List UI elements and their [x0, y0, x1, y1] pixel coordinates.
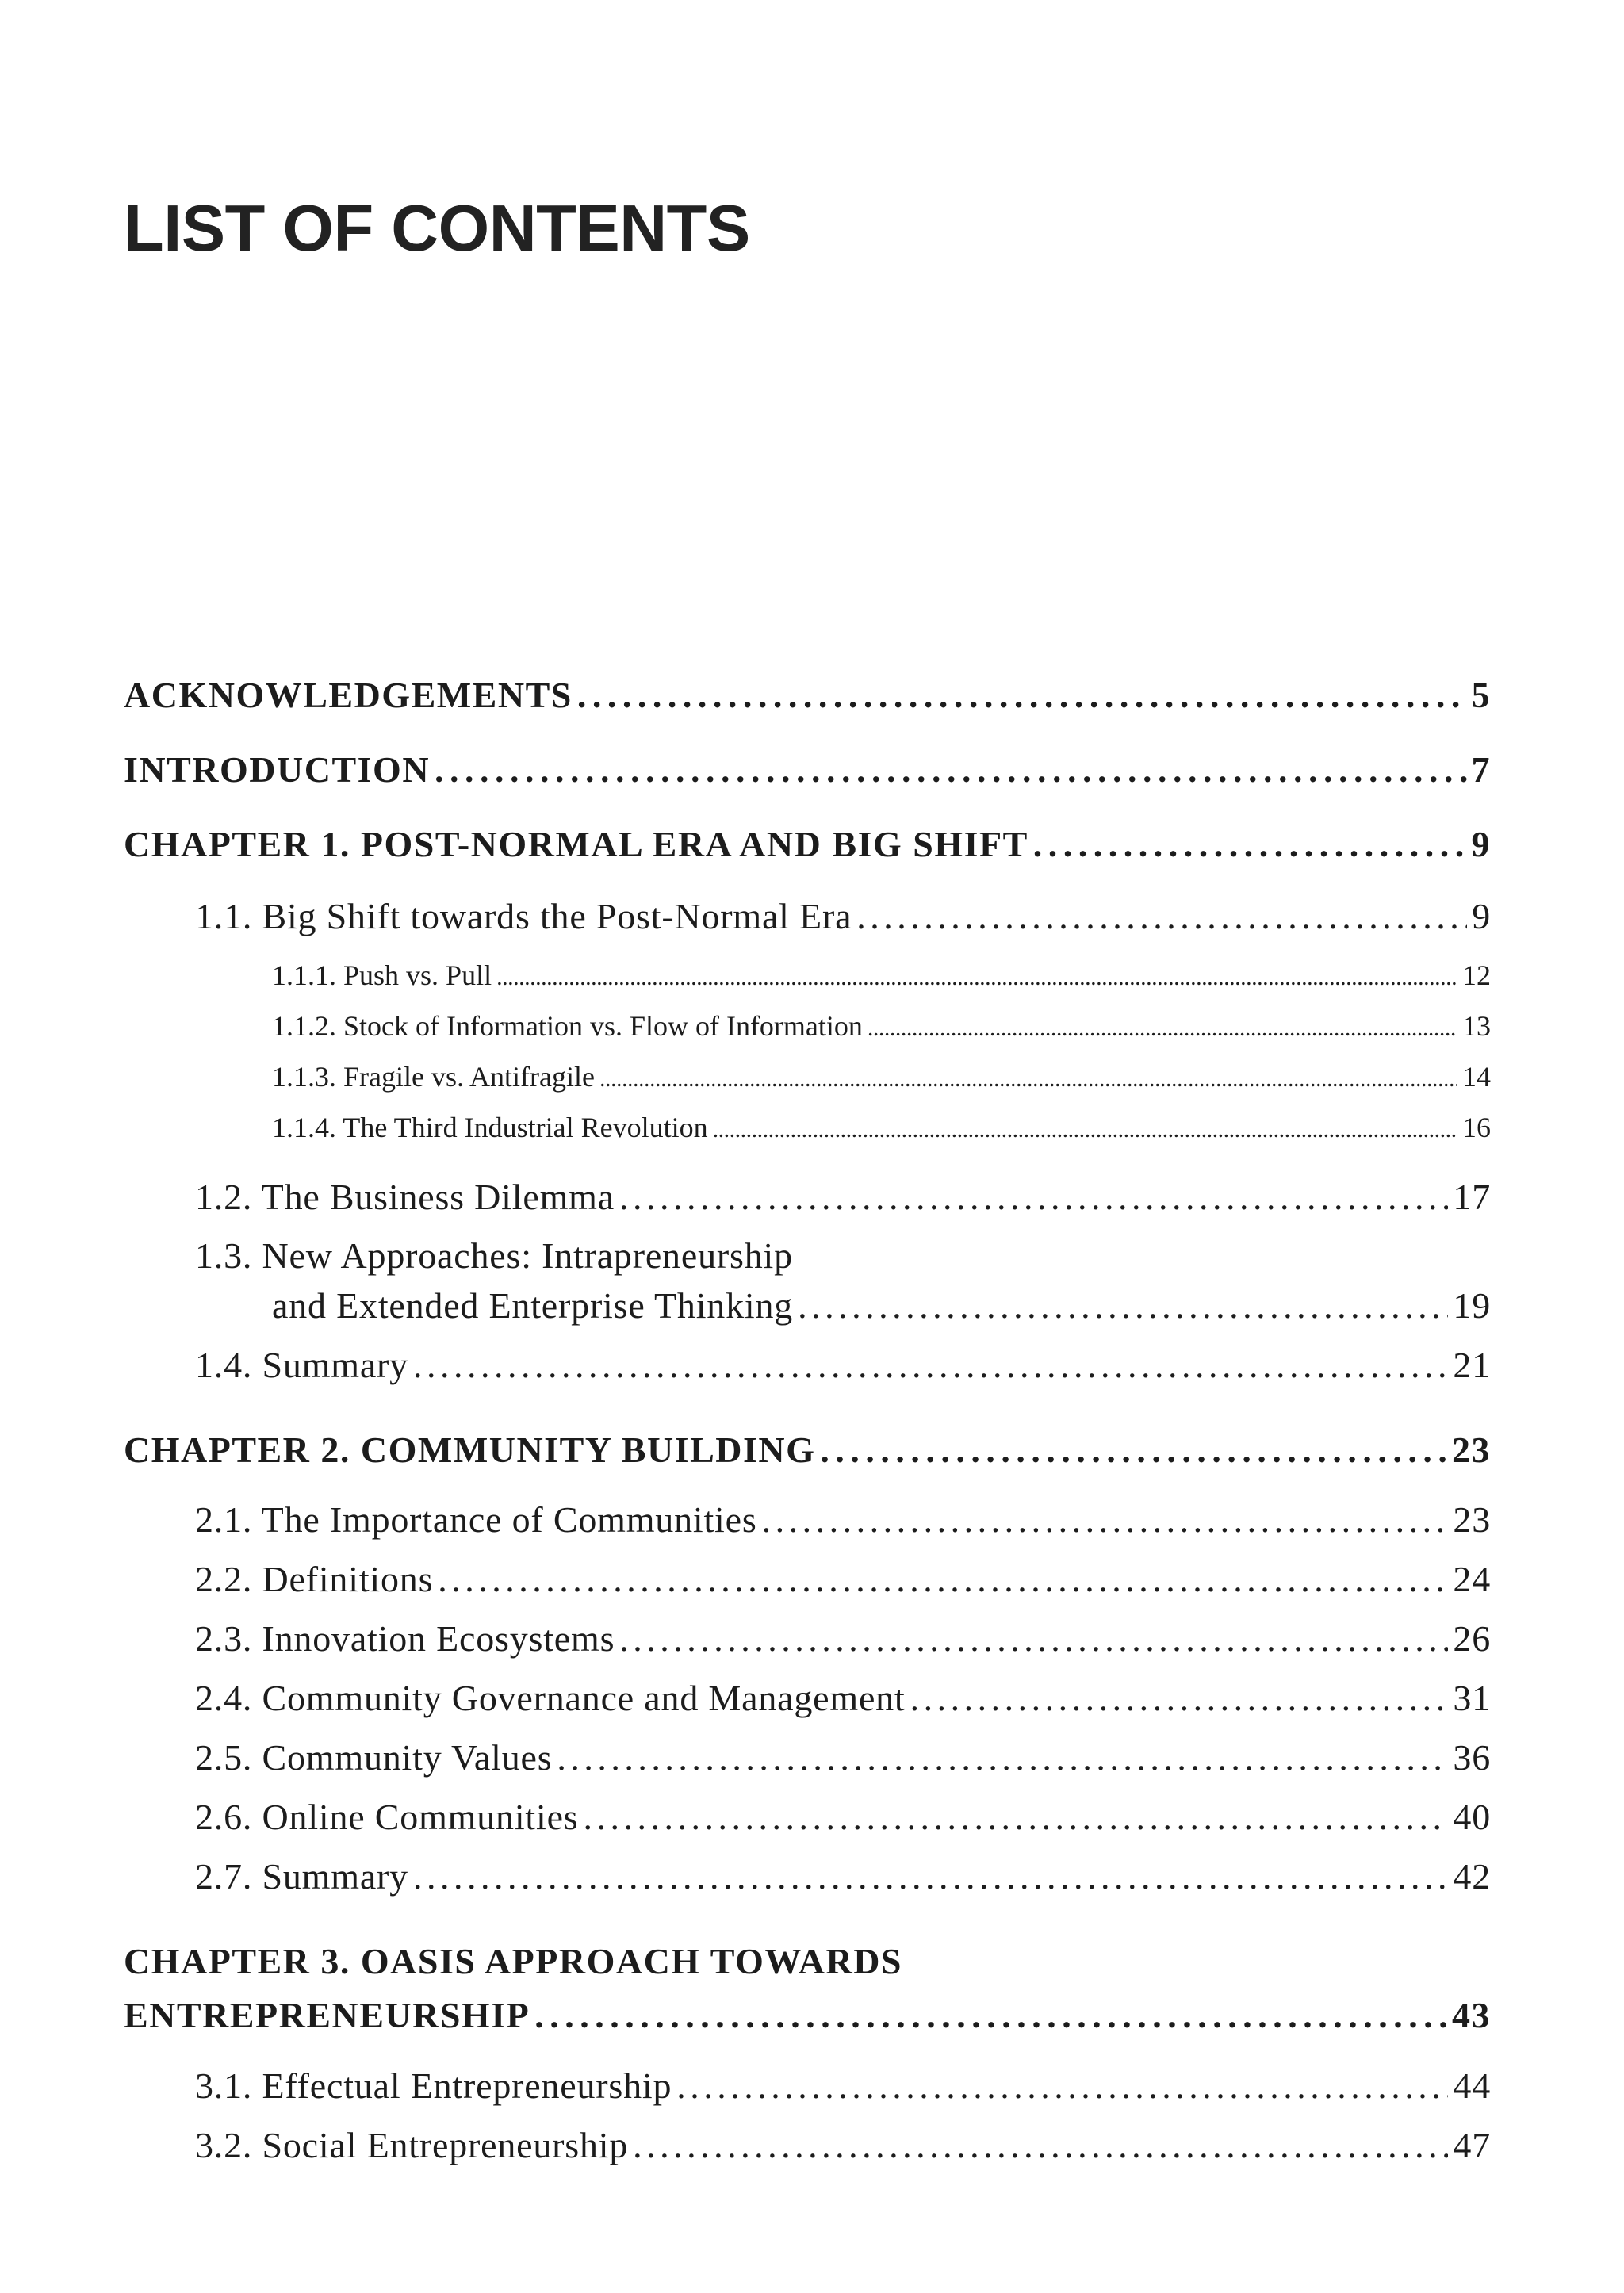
- dot-leader: [619, 1617, 1448, 1659]
- dot-leader: [577, 674, 1467, 716]
- dot-leader: [438, 1558, 1448, 1600]
- dot-leader: [633, 2124, 1448, 2166]
- toc-entry-label: INTRODUCTION: [124, 749, 431, 790]
- toc-page-number: 5: [1471, 675, 1491, 715]
- toc-entry-label: 1.1.2. Stock of Information vs. Flow of Information: [272, 1010, 863, 1042]
- toc-entry-label: ACKNOWLEDGEMENTS: [124, 675, 573, 715]
- toc-entry-2-6[interactable]: [195, 1796, 1491, 1838]
- dot-leader: [868, 1009, 1457, 1043]
- toc-entry-label: 1.1.4. The Third Industrial Revolution: [272, 1112, 708, 1143]
- toc-page-number: 26: [1453, 1618, 1491, 1659]
- toc-entry-acknowledgements[interactable]: [124, 674, 1491, 716]
- dot-leader: [713, 1111, 1457, 1144]
- toc-page-number: 21: [1453, 1345, 1491, 1385]
- toc-entry-label: 2.6. Online Communities: [195, 1797, 579, 1837]
- dot-leader: [856, 895, 1467, 937]
- toc-page-number: 36: [1453, 1737, 1491, 1778]
- toc-entry-label: 3.2. Social Entrepreneurship: [195, 2125, 629, 2165]
- toc-page-number: 40: [1453, 1797, 1491, 1837]
- toc-entry-1-4[interactable]: [195, 1344, 1491, 1386]
- toc-entry-1-1-2[interactable]: [272, 1009, 1491, 1043]
- toc-entry-1-1-4[interactable]: [272, 1111, 1491, 1144]
- toc-entry-1-3-line1[interactable]: 1.3. New Approaches: Intrapreneurship: [195, 1235, 793, 1276]
- toc-page-number: 13: [1462, 1010, 1491, 1042]
- toc-page-number: 16: [1462, 1112, 1491, 1143]
- toc-page-number: 17: [1453, 1177, 1491, 1217]
- toc-entry-chapter-3[interactable]: [124, 1994, 1491, 2036]
- dot-leader: [910, 1677, 1449, 1719]
- toc-entry-label: CHAPTER 2. COMMUNITY BUILDING: [124, 1430, 816, 1470]
- dot-leader: [496, 959, 1457, 992]
- toc-page-number: 12: [1462, 959, 1491, 991]
- toc-entry-1-2[interactable]: [195, 1176, 1491, 1218]
- dot-leader: [762, 1499, 1449, 1541]
- dot-leader: [619, 1176, 1448, 1218]
- toc-page-number: 23: [1453, 1499, 1491, 1540]
- toc-entry-label: 2.3. Innovation Ecosystems: [195, 1618, 615, 1659]
- dot-leader: [584, 1796, 1449, 1838]
- toc-page-number: 44: [1453, 2065, 1491, 2106]
- toc-entry-label: 1.2. The Business Dilemma: [195, 1177, 615, 1217]
- toc-entry-2-4[interactable]: [195, 1677, 1491, 1719]
- toc-entry-label: CHAPTER 1. POST-NORMAL ERA AND BIG SHIFT: [124, 824, 1028, 864]
- dot-leader: [798, 1284, 1448, 1326]
- toc-page-number: 19: [1453, 1285, 1491, 1326]
- toc-entry-chapter-3-line1[interactable]: CHAPTER 3. OASIS APPROACH TOWARDS: [124, 1941, 903, 1981]
- dot-leader: [599, 1060, 1457, 1093]
- toc-entry-label: 1.1. Big Shift towards the Post-Normal Era: [195, 896, 852, 936]
- dot-leader: [413, 1344, 1448, 1386]
- dot-leader: [435, 748, 1466, 790]
- toc-entry-2-5[interactable]: [195, 1736, 1491, 1778]
- toc-entry-label: 2.1. The Importance of Communities: [195, 1499, 757, 1540]
- toc-page-number: 7: [1471, 749, 1491, 790]
- dot-leader: [820, 1429, 1447, 1471]
- toc-entry-label: 1.4. Summary: [195, 1345, 408, 1385]
- toc-entry-label: ENTREPRENEURSHIP: [124, 1995, 530, 2035]
- toc-entry-1-1[interactable]: [195, 895, 1491, 937]
- toc-entry-label: 2.7. Summary: [195, 1856, 408, 1897]
- toc-entry-label: 2.2. Definitions: [195, 1559, 434, 1599]
- dot-leader: [557, 1736, 1448, 1778]
- dot-leader: [534, 1994, 1447, 2036]
- toc-entry-chapter-2[interactable]: [124, 1429, 1491, 1471]
- dot-leader: [1033, 823, 1467, 865]
- toc-entry-2-3[interactable]: [195, 1617, 1491, 1659]
- toc-entry-1-3[interactable]: [272, 1284, 1491, 1326]
- toc-entry-label: 2.5. Community Values: [195, 1737, 553, 1778]
- toc-entry-2-2[interactable]: [195, 1558, 1491, 1600]
- toc-page-number: 31: [1453, 1678, 1491, 1718]
- toc-entry-label: and Extended Enterprise Thinking: [272, 1285, 794, 1326]
- dot-leader: [676, 2065, 1448, 2107]
- toc-entry-3-2[interactable]: [195, 2124, 1491, 2166]
- toc-entry-1-1-1[interactable]: [272, 959, 1491, 992]
- page-title: LIST OF CONTENTS: [124, 191, 750, 265]
- toc-page-number: 47: [1453, 2125, 1491, 2165]
- toc-page-number: 42: [1453, 1856, 1491, 1897]
- toc-page-number: 23: [1452, 1430, 1491, 1470]
- toc-page-number: 9: [1471, 824, 1491, 864]
- toc-page-number: 43: [1452, 1995, 1491, 2035]
- toc-entry-2-1[interactable]: [195, 1499, 1491, 1541]
- toc-page-number: 14: [1462, 1061, 1491, 1093]
- toc-entry-label: 1.1.3. Fragile vs. Antifragile: [272, 1061, 595, 1093]
- toc-entry-3-1[interactable]: [195, 2065, 1491, 2107]
- toc-entry-label: 2.4. Community Governance and Management: [195, 1678, 906, 1718]
- toc-page-number: 24: [1453, 1559, 1491, 1599]
- toc-page-number: 9: [1472, 896, 1491, 936]
- toc-entry-label: 1.1.1. Push vs. Pull: [272, 959, 492, 991]
- toc-entry-label: 3.1. Effectual Entrepreneurship: [195, 2065, 672, 2106]
- toc-entry-2-7[interactable]: [195, 1855, 1491, 1897]
- toc-entry-1-1-3[interactable]: [272, 1060, 1491, 1093]
- dot-leader: [413, 1855, 1448, 1897]
- toc-entry-chapter-1[interactable]: [124, 823, 1491, 865]
- toc-entry-introduction[interactable]: [124, 748, 1491, 790]
